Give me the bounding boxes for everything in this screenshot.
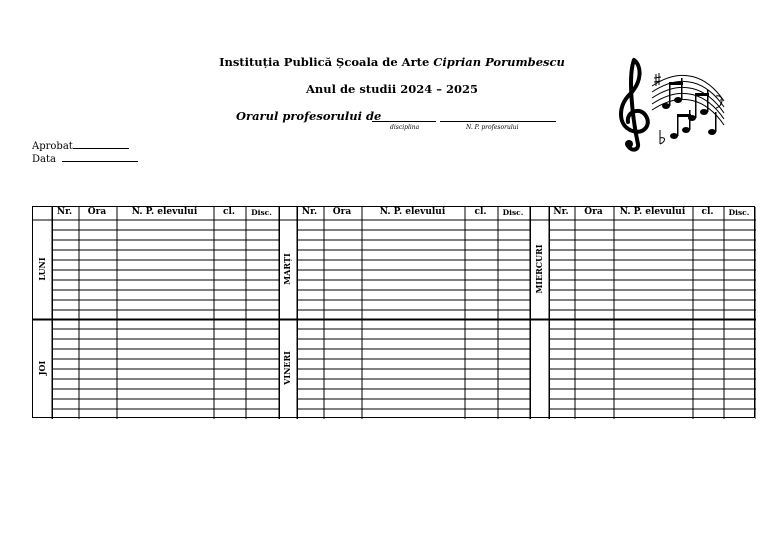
schedule-grid xyxy=(33,207,756,419)
date-line xyxy=(32,152,138,165)
column-header-disciplina: Disc. xyxy=(251,208,272,217)
approved-label: Aprobat xyxy=(32,141,73,152)
column-header-clasa: cl. xyxy=(222,207,236,217)
column-header-nume-elev: N. P. elevului xyxy=(379,207,446,217)
column-header-ora: Ora xyxy=(87,207,107,217)
column-header-nr: Nr. xyxy=(553,207,569,217)
column-header-clasa: cl. xyxy=(701,207,714,217)
date-label: Data xyxy=(32,154,56,165)
date-blank[interactable] xyxy=(62,152,138,162)
institution-prefix: Instituția Publică Școala de Arte xyxy=(219,55,434,69)
day-label-vineri: VINERI xyxy=(282,351,292,386)
column-header-nr: Nr. xyxy=(301,207,318,217)
academic-year: Anul de studii 2024 – 2025 xyxy=(305,82,479,96)
column-header-ora: Ora xyxy=(584,207,603,217)
approved-line xyxy=(32,139,129,152)
day-label-joi: JOI xyxy=(36,361,47,376)
column-header-disciplina: Disc. xyxy=(502,208,524,217)
column-header-ora: Ora xyxy=(332,207,352,217)
discipline-caption: disciplina xyxy=(390,124,420,131)
column-header-clasa: cl. xyxy=(474,207,487,217)
column-header-nr: Nr. xyxy=(56,207,73,217)
teacher-caption: N. P. profesorului xyxy=(466,124,519,131)
teacher-blank[interactable] xyxy=(440,112,556,122)
day-label-miercuri: MIERCURI xyxy=(533,244,544,294)
column-header-nume-elev: N. P. elevului xyxy=(131,207,198,217)
column-header-nume-elev: N. P. elevului xyxy=(619,207,686,217)
discipline-blank[interactable] xyxy=(372,112,436,122)
day-label-luni: LUNI xyxy=(36,257,47,281)
approved-blank[interactable] xyxy=(73,139,129,149)
schedule-label: Orarul profesorului de xyxy=(236,109,382,123)
treble-clef-music-notes-image xyxy=(612,56,727,153)
column-header-disciplina: Disc. xyxy=(728,208,750,217)
institution-name: Ciprian Porumbescu xyxy=(433,55,565,69)
day-label-marți: MARȚI xyxy=(282,253,292,285)
schedule-table xyxy=(32,206,755,418)
